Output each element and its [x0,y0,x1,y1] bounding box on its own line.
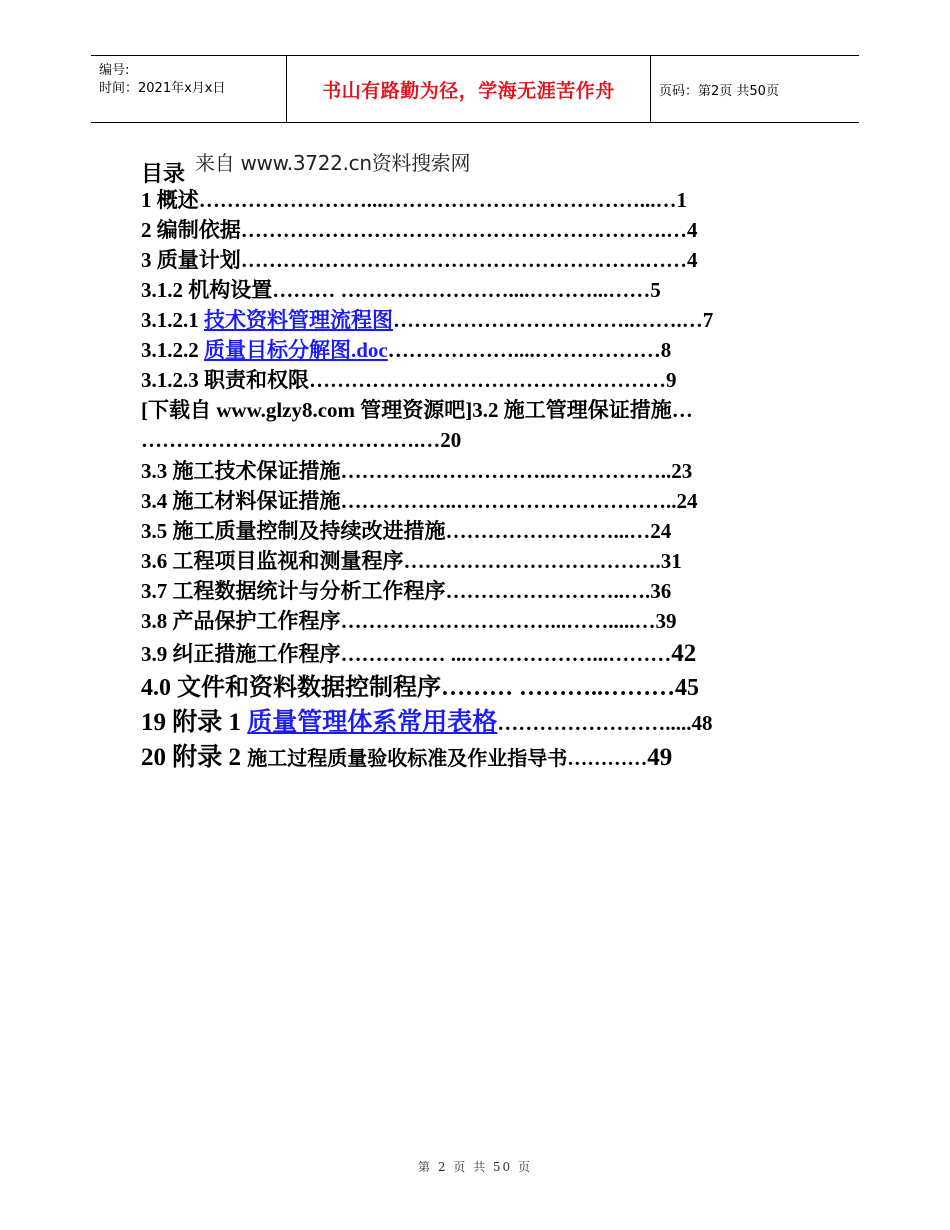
entry-page: 31 [660,549,682,573]
entry-text: [下载自 www.glzy8.com 管理资源吧]3.2 施工管理保证措施… [141,398,693,422]
entry-dots: ……………………..... [497,711,692,735]
motto-text: 书山有路勤为径，学海无涯苦作舟 [322,79,615,102]
toc-entry[interactable] [141,641,696,666]
entry-text: 施工质量控制及持续改进措施 [172,519,446,543]
toc-entry[interactable] [141,745,672,770]
toc-entry[interactable] [141,581,671,602]
entry-number: 3.7 [141,579,173,603]
entry-dots: …………………………...…….....… [340,609,656,633]
entry-text: 职责和权限 [204,368,309,392]
toc-entry-continuation[interactable] [141,430,461,451]
entry-number: 4.0 [141,675,177,701]
entry-text: 概述 [156,188,199,212]
entry-dots: …………………………………………………….… [240,218,687,242]
entry-page: 20 [440,428,462,452]
entry-text: 施工技术保证措施 [172,459,341,483]
time-label: 时间：2021年x月x日 [99,81,226,96]
entry-number: 2 [141,218,157,242]
entry-link[interactable]: 技术资料管理流程图 [204,308,393,332]
header-left-cell [91,56,287,122]
entry-dots: ……………………………..…….… [393,308,703,332]
toc-entry[interactable] [141,710,713,735]
entry-number: 3.4 [141,489,173,513]
entry-dots: ……………………..…. [445,579,651,603]
entry-page: 24 [676,489,698,513]
entry-text: 编制依据 [156,218,241,242]
entry-number: 3.3 [141,459,173,483]
entry-dots: ………………………………….… [141,428,441,452]
toc-entry[interactable] [141,491,698,512]
entry-page: 45 [675,675,699,701]
toc-title-row [141,148,821,188]
source-note: 来自 www.3722.cn资料搜索网 [195,151,471,175]
toc-entry[interactable] [141,310,713,331]
toc-entry[interactable] [141,370,677,391]
entry-number: 3.6 [141,549,173,573]
entry-text: 附录 1 [172,709,248,736]
entry-text: 施工材料保证措施 [172,489,341,513]
entry-text: 工程项目监视和测量程序 [172,549,404,573]
entry-page: 5 [650,278,661,302]
entry-text: 文件和资料数据控制程序 [177,675,441,701]
entry-link[interactable]: 质量目标分解图.doc [204,338,388,362]
entry-page: 7 [702,308,714,332]
entry-subtext: 施工过程质量验收标准及作业指导书 [247,748,568,770]
entry-page: 42 [671,640,697,667]
entry-dots: …………..……………...…………….. [340,459,672,483]
toc-entry[interactable] [141,250,698,271]
entry-number: 1 [141,188,157,212]
entry-number: 3.1.2.2 [141,338,204,362]
entry-number: 3 [141,248,157,272]
entry-page: 39 [655,609,677,633]
entry-text: 附录 2 [172,744,248,771]
entry-number: 3.5 [141,519,173,543]
entry-dots: ……………………....………………………………...… [198,188,677,212]
toc-entry[interactable] [141,280,661,301]
entry-page: 4 [687,218,698,242]
entry-dots: ………………....……………… [387,338,661,362]
entry-page: 8 [660,338,672,362]
entry-text: 机构设置 [188,278,273,302]
entry-page: 9 [666,368,677,392]
entry-dots: ……………..………………………….. [340,489,677,513]
entry-text: 产品保护工作程序 [172,609,341,633]
toc-entry[interactable] [141,551,682,572]
toc-entry[interactable] [141,220,698,241]
entry-number: 3.8 [141,609,173,633]
entry-dots: ……… ……………………....………...…… [272,278,651,302]
entry-text: 纠正措施工作程序 [172,642,341,666]
entry-dots: ………………………………………………….…… [240,248,687,272]
entry-dots: ……………………...… [445,519,651,543]
entry-link[interactable]: 质量管理体系常用表格 [247,709,498,736]
entry-dots: …………… ...………………...……… [340,642,672,666]
toc-entry[interactable] [141,611,677,632]
toc-entry[interactable] [141,521,671,542]
table-of-contents [141,148,821,771]
entry-page: 36 [650,579,672,603]
toc-title: 目录 [141,161,186,186]
entry-page: 4 [687,248,698,272]
header-motto-cell [287,56,651,122]
entry-text: 质量计划 [156,248,241,272]
entry-page: 48 [691,711,713,735]
toc-entry[interactable] [141,676,699,700]
entry-number: 3.1.2 [141,278,189,302]
entry-number: 20 [141,744,173,771]
toc-entry[interactable] [141,461,692,482]
header-page-cell [651,56,859,122]
code-label: 编号: [99,63,130,78]
entry-dots: ………………………………. [403,549,661,573]
entry-number: 3.9 [141,642,173,666]
entry-dots: ………… [567,748,648,770]
entry-page: 23 [671,459,693,483]
toc-entry[interactable] [141,340,671,361]
toc-entry[interactable] [141,190,687,211]
page-footer: 第 2 页 共 50 页 [418,1160,532,1174]
toc-entry[interactable] [141,400,693,421]
entry-dots: ……… ………..……… [441,675,675,701]
entry-page: 49 [647,744,673,771]
entry-number: 3.1.2.3 [141,368,204,392]
header-table [91,55,859,123]
header-page-info: 页码：第2页 共50页 [659,83,779,99]
entry-page: 1 [676,188,687,212]
entry-page: 24 [650,519,672,543]
entry-dots: …………………………………………… [309,368,666,392]
entry-number: 19 [141,709,173,736]
entry-number: 3.1.2.1 [141,308,204,332]
entry-text: 工程数据统计与分析工作程序 [172,579,446,603]
